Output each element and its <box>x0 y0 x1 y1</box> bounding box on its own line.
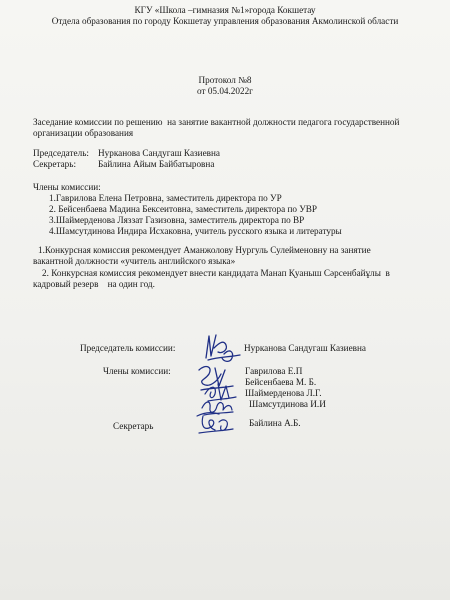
protocol-title: Протокол №8 <box>198 75 252 85</box>
sig-chair-label: Председатель комиссии: <box>80 343 176 353</box>
protocol-date: от 05.04.2022г <box>197 86 253 96</box>
member-item: 3.Шаймерденова Ляззат Газизовна, заместитель директора по ВР <box>49 215 305 225</box>
sig-chair-name: Нурканова Сандугаш Казиевна <box>244 343 366 353</box>
secretary-label: Секретарь: <box>33 159 76 169</box>
member-item: 4.Шамсутдинова Индира Исхаковна, учитель русского языка и литературы <box>49 226 342 236</box>
subject-line-2: организации образования <box>33 128 134 138</box>
subject-line-1: Заседание комиссии по решению на занятие вакантной должности педагога государственной <box>33 117 400 127</box>
sig-member-name: Шамсутдинова И.И <box>249 399 326 409</box>
member-item: 2. Бейсенбаева Мадина Бексеитовна, заместитель директора по УВР <box>49 204 317 214</box>
member-item: 1.Гаврилова Елена Петровна, заместитель директора по УР <box>49 193 282 203</box>
decision-2-line-2: кадровый резерв на один год. <box>33 279 155 289</box>
sig-member-name: Гаврилова Е.П <box>245 366 303 376</box>
sig-members-label: Члены комиссии: <box>103 366 171 376</box>
org-line: КГУ «Школа –гимназия №1»города Кокшетау <box>134 5 316 15</box>
chair-label: Председатель: <box>33 148 89 158</box>
dept-line: Отдела образования по городу Кокшетау управления образования Акмолинской области <box>51 16 399 26</box>
chair-name: Нурканова Сандугаш Казиевна <box>98 148 220 158</box>
members-label: Члены комиссии: <box>33 182 101 192</box>
sig-secretary-label: Секретарь <box>113 421 154 431</box>
secretary-signature-mark <box>193 408 235 436</box>
decision-2-line-1: 2. Конкурсная комиссия рекомендует внести кандидата Манап Қуаныш Сәрсенбайұлы в <box>42 268 390 278</box>
decision-1-line-1: 1.Конкурсная комиссия рекомендует Аманжолову Нургуль Сулейменовну на занятие <box>38 245 371 255</box>
sig-secretary-name: Байлина А.Б. <box>249 418 301 428</box>
sig-member-name: Бейсенбаева М. Б. <box>245 377 317 387</box>
decision-1-line-2: вакантной должности «учитель английского языка» <box>33 256 236 266</box>
secretary-name: Байлина Айым Байбатыровна <box>98 159 215 169</box>
sig-member-name: Шаймерденова Л.Г. <box>245 388 322 398</box>
